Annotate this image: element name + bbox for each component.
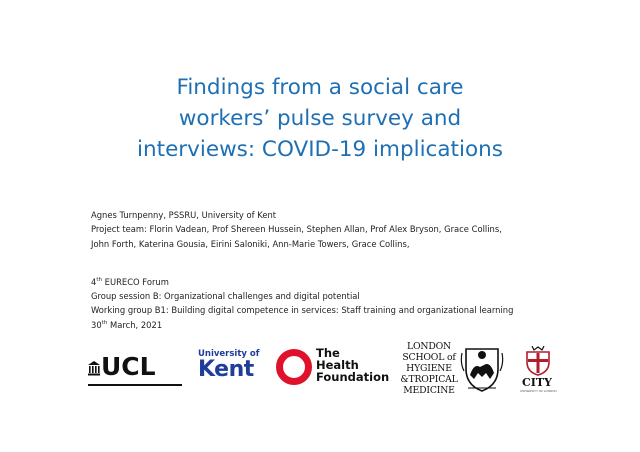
- ucl-wordmark: UCL: [101, 352, 156, 381]
- lshtm-line: HYGIENE: [406, 363, 452, 374]
- title-line: Findings from a social care: [176, 75, 464, 100]
- ucl-logo: [88, 353, 184, 383]
- author-block: [91, 208, 611, 251]
- forum-number: 4: [91, 277, 97, 287]
- logo-strip: [0, 340, 640, 400]
- event-block: [91, 275, 611, 332]
- city-wordmark: CITY: [522, 376, 552, 389]
- working-group-line: Working group B1: Building digital competence in services: Staff training and organizational learning: [91, 305, 514, 316]
- lshtm-line: MEDICINE: [403, 385, 455, 396]
- lshtm-crest-icon: [460, 343, 504, 393]
- health-foundation-ring-icon: [276, 349, 312, 385]
- title-line: workers’ pulse survey and: [178, 106, 462, 131]
- lshtm-line: LONDON: [407, 341, 451, 352]
- project-team-line-cont: John Forth, Katerina Gousia, Eirini Saloniki, Ann-Marie Towers, Grace Collins,: [91, 238, 410, 249]
- title-line: interviews: COVID-19 implications: [137, 137, 503, 162]
- city-subtitle: UNIVERSITY OF LONDON: [520, 389, 557, 393]
- project-team-line: Project team: Florin Vadean, Prof Shereen Hussein, Stephen Allan, Prof Alex Bryson, Grace Collins,: [91, 224, 502, 235]
- city-crest-icon: [524, 346, 552, 376]
- ucl-portico-icon: [88, 361, 100, 377]
- kent-logo: [198, 349, 262, 389]
- date-line: [91, 318, 611, 332]
- lshtm-wordmark: [400, 341, 458, 396]
- health-foundation-wordmark: [316, 347, 389, 383]
- lshtm-line: &TROPICAL: [400, 374, 458, 385]
- forum-line: [91, 275, 611, 289]
- ucl-underline: [88, 384, 182, 386]
- thf-line: Foundation: [316, 370, 390, 384]
- lshtm-line: SCHOOL of: [402, 352, 456, 363]
- presenter-line: Agnes Turnpenny, PSSRU, University of Kent: [91, 210, 277, 220]
- forum-ordinal: th: [96, 277, 102, 283]
- city-logo: [518, 346, 560, 396]
- session-line: Group session B: Organizational challenges and digital potential: [91, 291, 360, 302]
- thf-line: The: [316, 346, 340, 360]
- date-ordinal: th: [101, 319, 108, 326]
- kent-top-text: University of: [198, 349, 260, 359]
- health-foundation-logo: [276, 345, 390, 387]
- date-rest: March, 2021: [107, 319, 163, 330]
- kent-wordmark: Kent: [198, 357, 254, 382]
- thf-line: Health: [316, 358, 359, 372]
- forum-name: EURECO Forum: [102, 277, 169, 287]
- slide-title: [60, 72, 580, 165]
- lshtm-logo: [400, 341, 520, 396]
- date-day: 30: [91, 319, 102, 330]
